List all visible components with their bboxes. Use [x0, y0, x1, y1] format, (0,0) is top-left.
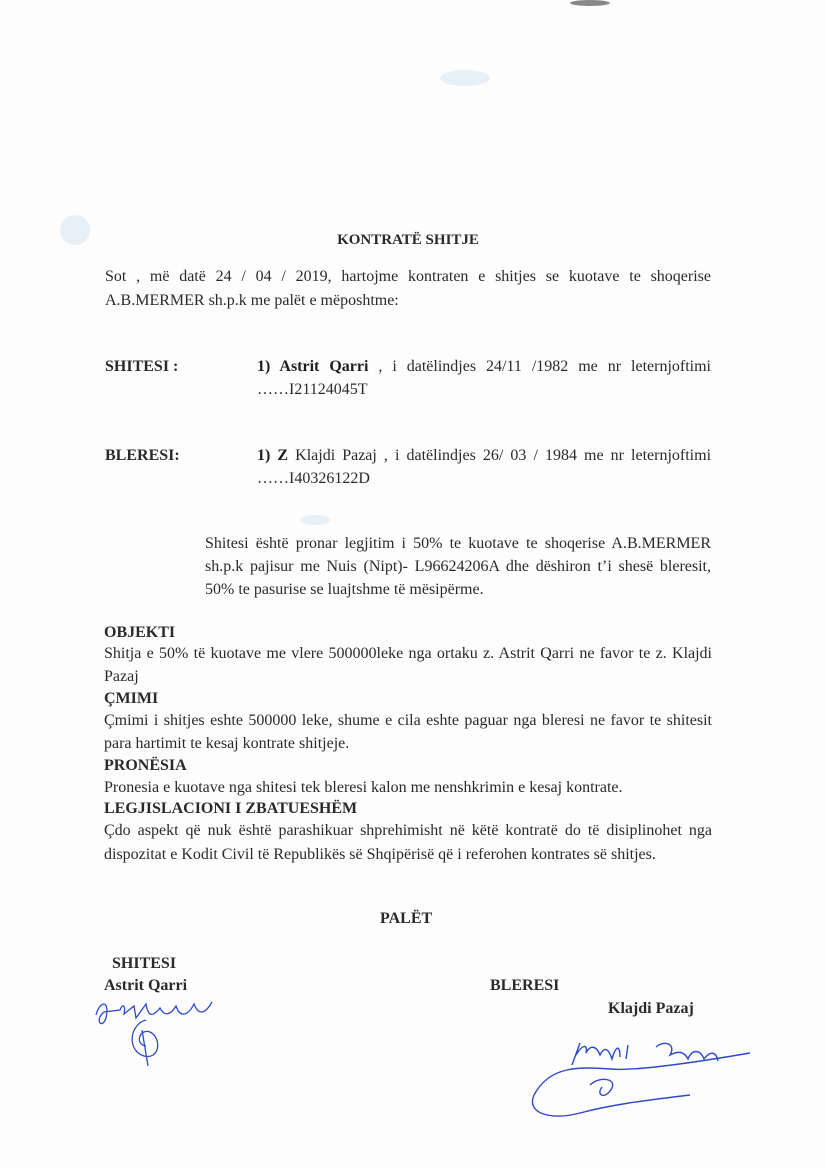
section-heading-pronesia: PRONËSIA: [104, 757, 187, 774]
parties-heading: PALËT: [380, 910, 433, 927]
buyer-id: ……I40326122D: [257, 470, 370, 487]
buyer-signature-label: BLERESI: [490, 977, 560, 994]
buyer-signature-name: Klajdi Pazaj: [608, 1000, 694, 1017]
seller-label: SHITESI :: [105, 358, 179, 375]
scan-smudge: [570, 0, 610, 6]
section-text-objekti: Shitja e 50% të kuotave me vlere 500000leke nga ortaku z. Astrit Qarri ne favor te z. Klajdi Pazaj: [104, 645, 712, 685]
buyer-signature: [520, 1025, 760, 1135]
ownership-line-3: 50% te pasurise se luajtshme të mësipërme.: [205, 581, 484, 598]
seller-signature-label: SHITESI: [112, 955, 177, 972]
section-text-pronesia: Pronesia e kuotave nga shitesi tek bleresi kalon me nenshkrimin e kesaj kontrate.: [104, 779, 623, 796]
section-heading-cmimi: ÇMIMI: [104, 690, 159, 707]
section-heading-legjislacioni: LEGJISLACIONI I ZBATUESHËM: [104, 800, 358, 817]
section-text-cmimi: Çmimi i shitjes eshte 500000 leke, shume e cila eshte paguar nga bleresi ne favor te shitesit para hartimit te kesaj kontrate shitjeje.: [104, 712, 712, 752]
document-title: KONTRATË SHITJE: [337, 232, 479, 248]
scan-smudge: [300, 515, 330, 525]
seller-signature-name: Astrit Qarri: [104, 977, 188, 994]
seller-name: 1) Astrit Qarri: [257, 358, 369, 375]
seller-birth-info: , i datëlindjes 24/11 /1982 me nr leternjoftimi: [368, 358, 711, 375]
section-text-legjislacioni: Çdo aspekt që nuk është parashikuar shprehimisht në këtë kontratë do të disiplinohet nga dispozitat e Kodit Civil të Republikës së Shqipërisë që i referohen kontrates së shitjes.: [104, 822, 712, 863]
scan-smudge: [440, 70, 490, 86]
buyer-label: BLERESI:: [105, 447, 180, 464]
seller-details: [257, 355, 711, 378]
intro-line-2: A.B.MERMER sh.p.k me palët e mëposhtme:: [105, 292, 399, 309]
ownership-line-2: sh.p.k pajisur me Nuis (Nipt)- L96624206A dhe dëshiron t’i shesë bleresit,: [205, 558, 711, 575]
buyer-prefix: 1) Z: [257, 447, 289, 464]
ownership-line-1: Shitesi është pronar legjitim i 50% te kuotave te shoqerise A.B.MERMER: [205, 535, 711, 552]
section-heading-objekti: OBJEKTI: [104, 624, 176, 641]
seller-id: ……I21124045T: [257, 381, 368, 398]
buyer-details: [257, 444, 711, 467]
intro-line-1: Sot , më datë 24 / 04 / 2019, hartojme kontraten e shitjes se kuotave te shoqerise: [105, 268, 711, 285]
seller-signature: [90, 990, 230, 1070]
buyer-birth-info: Klajdi Pazaj , i datëlindjes 26/ 03 / 1984 me nr leternjoftimi: [288, 447, 712, 464]
